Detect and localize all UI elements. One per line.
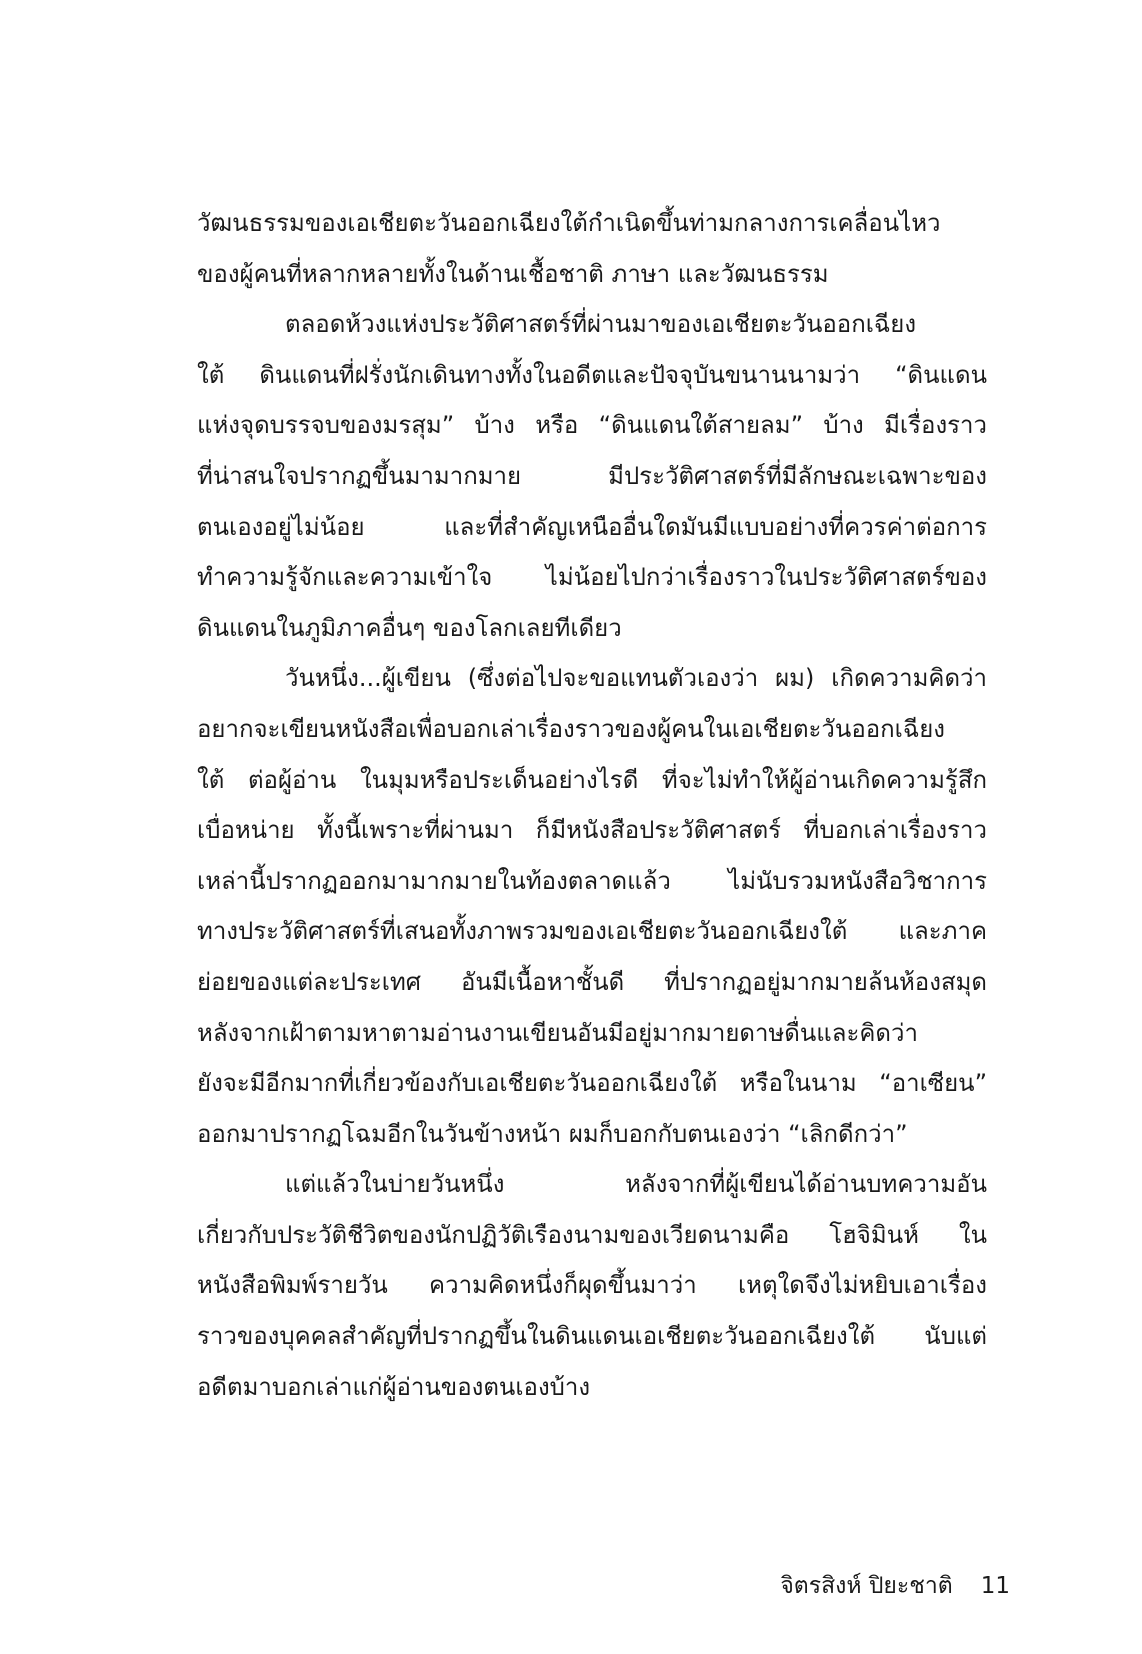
text-line: อดีตมาบอกเล่าแก่ผู้อ่านของตนเองบ้าง [197, 1372, 591, 1401]
text-line: ออกมาปรากฏโฉมอีกในวันข้างหน้า ผมก็บอกกับตนเองว่า “เลิกดีกว่า” [197, 1119, 908, 1148]
text-line: ย่อยของแต่ละประเทศ อันมีเนื้อหาชั้นดี ที่ปรากฏอยู่มากมายล้นห้องสมุด [197, 967, 987, 996]
text-line: อยากจะเขียนหนังสือเพื่อบอกเล่าเรื่องราวของผู้คนในเอเชียตะวันออกเฉียง [197, 714, 946, 743]
text-line: แต่แล้วในบ่ายวันหนึ่ง หลังจากที่ผู้เขียนได้อ่านบทความอัน [285, 1170, 987, 1199]
text-line: แห่งจุดบรรจบของมรสุม” บ้าง หรือ “ดินแดนใต้สายลม” บ้าง มีเรื่องราว [197, 411, 987, 440]
page-footer [760, 1568, 1010, 1604]
text-line: เกี่ยวกับประวัติชีวิตของนักปฏิวัติเรืองนามของเวียดนามคือ โฮจิมินห์ ใน [197, 1220, 987, 1249]
text-line: เบื่อหน่าย ทั้งนี้เพราะที่ผ่านมา ก็มีหนังสือประวัติศาสตร์ ที่บอกเล่าเรื่องราว [197, 816, 987, 845]
text-line: หนังสือพิมพ์รายวัน ความคิดหนึ่งก็ผุดขึ้นมาว่า เหตุใดจึงไม่หยิบเอาเรื่อง [197, 1271, 987, 1300]
text-line: ดินแดนในภูมิภาคอื่นๆ ของโลกเลยทีเดียว [197, 613, 622, 642]
text-line: วัฒนธรรมของเอเชียตะวันออกเฉียงใต้กำเนิดขึ้นท่ามกลางการเคลื่อนไหว [197, 209, 941, 237]
text-line: ตลอดห้วงแห่งประวัติศาสตร์ที่ผ่านมาของเอเชียตะวันออกเฉียง [285, 310, 917, 339]
text-line: ยังจะมีอีกมากที่เกี่ยวข้องกับเอเชียตะวันออกเฉียงใต้ หรือในนาม “อาเซียน” [197, 1069, 987, 1098]
page-number: 11 [980, 1573, 1010, 1599]
text-line: วันหนึ่ง...ผู้เขียน (ซึ่งต่อไปจะขอแทนตัวเองว่า ผม) เกิดความคิดว่า [285, 664, 987, 693]
text-line: ตนเองอยู่ไม่น้อย และที่สำคัญเหนืออื่นใดมันมีแบบอย่างที่ควรค่าต่อการ [197, 512, 987, 541]
text-line: ทางประวัติศาสตร์ที่เสนอทั้งภาพรวมของเอเชียตะวันออกเฉียงใต้ และภาค [197, 917, 987, 946]
text-line: ราวของบุคคลสำคัญที่ปรากฏขึ้นในดินแดนเอเชียตะวันออกเฉียงใต้ นับแต่ [197, 1322, 987, 1351]
footer-author: จิตรสิงห์ ปิยะชาติ [780, 1573, 953, 1599]
text-line: ของผู้คนที่หลากหลายทั้งในด้านเชื้อชาติ ภาษา และวัฒนธรรม [197, 259, 829, 288]
text-line: หลังจากเฝ้าตามหาตามอ่านงานเขียนอันมีอยู่มากมายดาษดื่นและคิดว่า [197, 1018, 918, 1047]
text-line: เหล่านี้ปรากฏออกมามากมายในท้องตลาดแล้ว ไม่นับรวมหนังสือวิชาการ [197, 866, 987, 895]
text-line: ทำความรู้จักและความเข้าใจ ไม่น้อยไปกว่าเรื่องราวในประวัติศาสตร์ของ [197, 563, 987, 592]
body-text [197, 198, 987, 1412]
text-line: ใต้ ต่อผู้อ่าน ในมุมหรือประเด็นอย่างไรดี ที่จะไม่ทำให้ผู้อ่านเกิดความรู้สึก [197, 765, 987, 794]
text-line: ที่น่าสนใจปรากฏขึ้นมามากมาย มีประวัติศาสตร์ที่มีลักษณะเฉพาะของ [197, 461, 987, 490]
text-line: ใต้ ดินแดนที่ฝรั่งนักเดินทางทั้งในอดีตและปัจจุบันขนานนามว่า “ดินแดน [197, 360, 987, 389]
